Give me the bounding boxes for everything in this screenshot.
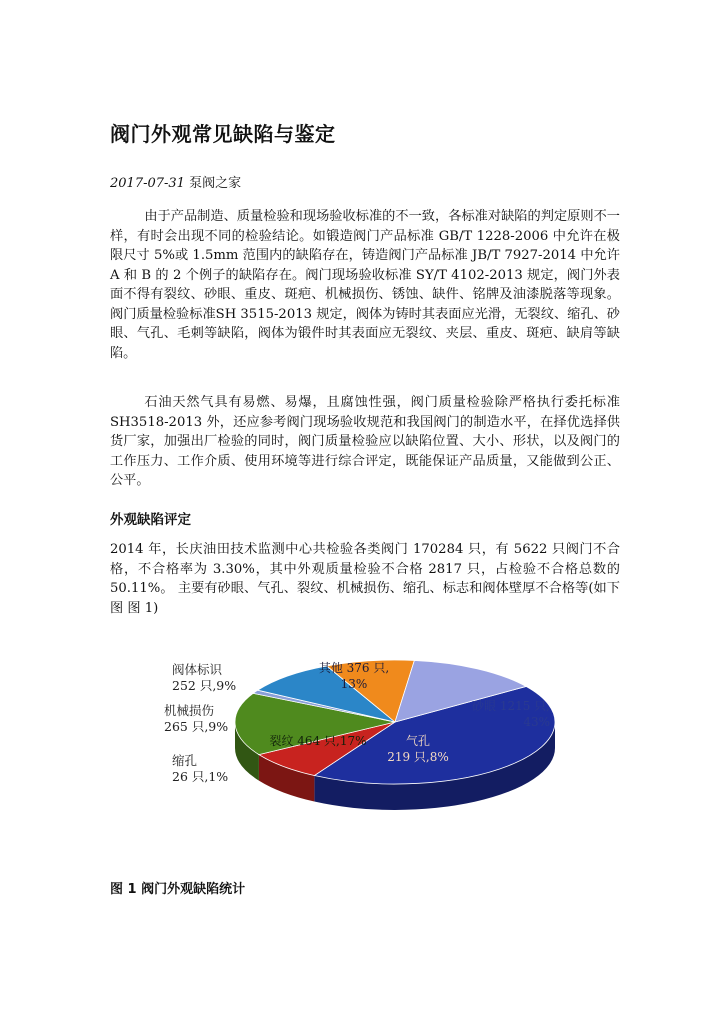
body-paragraph-1: 由于产品制造、质量检验和现场验收标准的不一致，各标准对缺陷的判定原则不一样，有时会出现不同的检验结论。如锻造阀门产品标准 GB/T 1228-2006 中允许在极限尺寸 5%或 1.5mm 范围内的缺陷存在，铸造阀门产品标准 JB/T 7927-2014 中允许 A 和 B 的 2 个例子的缺陷存在。阀门现场验收标准 SY/T 4102-2013 规定，阀门外表面不得有裂纹、砂眼、重皮、斑疤、机械损伤、锈蚀、缺件、铭牌及油漆脱落等现象。 阀门质量检验标准SH 3515-2013 规定，阀体为铸时其表面应光滑，无裂纹、缩孔、砂眼、气孔、毛刺等缺陷，阀体为锻件时其表面应无裂纹、夹层、重皮、斑疤、缺肩等缺陷。 — [110, 209, 620, 361]
section-paragraph: 2014 年，长庆油田技术监测中心共检验各类阀门 170284 只，有 5622 只阀门不合格，不合格率为 3.30%，其中外观质量检验不合格 2817 只，占检验不合格总数的 50.11%。 主要有砂眼、气孔、裂纹、机械损伤、缩孔、标志和阀体壁厚不合格等(如下图 图 1) — [110, 542, 620, 616]
article-source: 泵阀之家 — [189, 176, 242, 191]
publish-date: 2017-07-31 — [110, 176, 185, 191]
article-meta — [110, 172, 241, 191]
pie-label-1: 气孔 219 只,8% — [387, 734, 449, 764]
pie-label-5: 阀体标识 252 只,9% — [172, 662, 237, 693]
figure-caption: 图 1 阀门外观缺陷统计 — [110, 882, 246, 897]
pie-label-3: 缩孔 26 只,1% — [172, 753, 229, 784]
pie-chart — [150, 630, 570, 820]
pie-label-0: 砂眼 1215 只, 43% — [472, 699, 550, 729]
pie-chart-figure — [150, 630, 570, 820]
section-heading: 外观缺陷评定 — [110, 512, 191, 528]
pie-label-4: 机械损伤 265 只,9% — [164, 703, 229, 734]
pie-label-6: 其他 376 只, 13% — [318, 661, 390, 691]
pie-label-2: 裂纹 464 只,17% — [269, 734, 367, 748]
pie-top-layer — [235, 660, 555, 784]
article-title: 阀门外观常见缺陷与鉴定 — [110, 122, 336, 146]
body-paragraph-2: 石油天然气具有易燃、易爆，且腐蚀性强，阀门质量检验除严格执行委托标准 SH3518-2013 外，还应参考阀门现场验收规范和我国阀门的制造水平，在择优选择供货厂家，加强出厂检验的同时，阀门质量检验应以缺陷位置、大小、形状，以及阀门的工作压力、工作介质、使用环境等进行综合评定，既能保证产品质量，又能做到公正、公平。 — [110, 395, 620, 488]
